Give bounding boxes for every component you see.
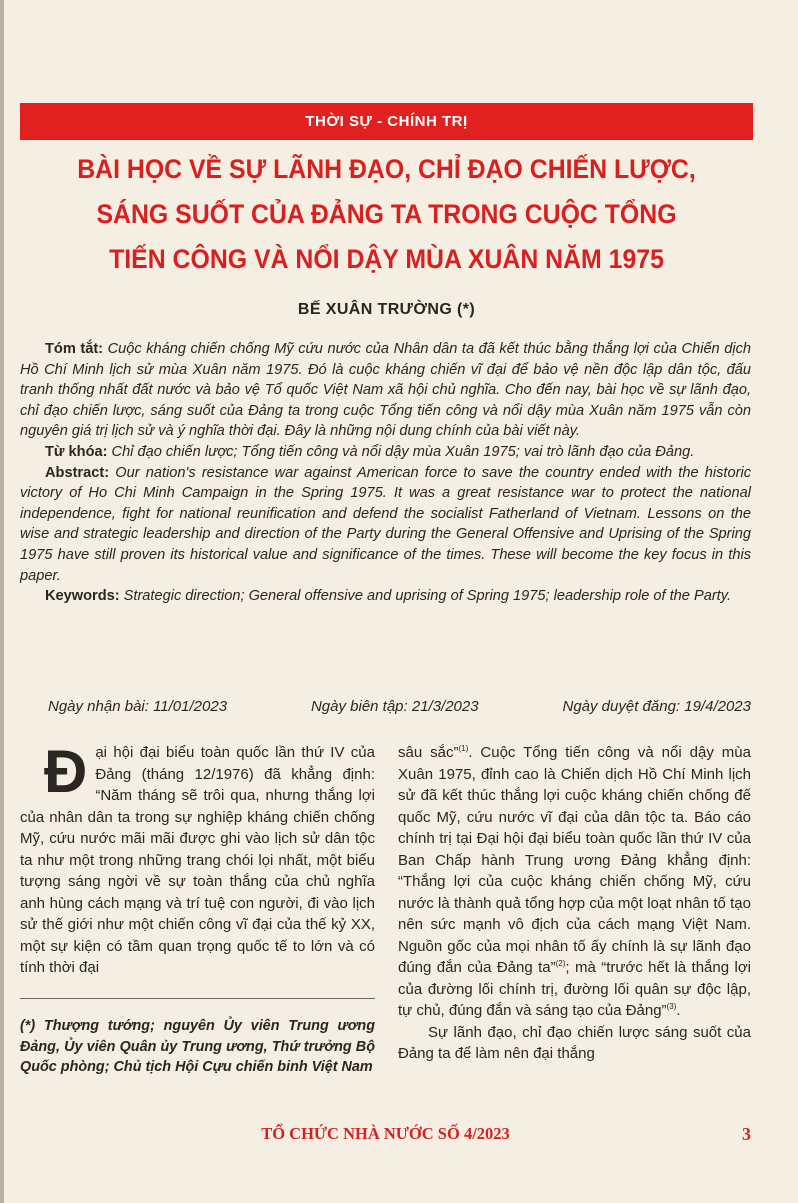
page-footer xyxy=(20,1124,751,1154)
date-edited: Ngày biên tập: 21/3/2023 xyxy=(310,698,479,715)
body-text: . Cuộc Tổng tiến công và nổi dậy mùa Xuân 1975, đỉnh cao là Chiến dịch Hồ Chí Minh lịch sử đã kết thúc thắng lợi cuộc kháng chiến chống đế quốc Mỹ, cứu nước vĩ đại của dân tộc ta. Báo cáo chính trị tại Đại hội đại biểu toàn quốc lần thứ IV của Ban Chấp hành Trung ương Đảng khẳng định: “Thắng lợi của cuộc kháng chiến chống Mỹ, cứu nước là thành quả tổng hợp của một loạt nhân tố tạo nên sức mạnh vô địch của cách mạng Việt Nam. Nguồn gốc của mọi nhân tố ấy chính là sự lãnh đạo đúng đắn của Đảng ta” xyxy=(398,744,751,976)
abstract-text: Our nation's resistance war against American force to save the country ended with the historic victory of Ho Chi Minh Campaign in the Spring 1975. It was a great resistance war to protect the national independence, fight for national reunification and defend the socialist Fatherland of Vietnam. Lessons on the wise and strategic leadership and direction of the Party during the General Offensive and Uprising of the Spring 1975 have still proven its historical value and significance of the times. These will become the key focus in this paper. xyxy=(20,464,751,584)
keywords-en-text: Strategic direction; General offensive and uprising of Spring 1975; leadership role of the Party. xyxy=(119,588,732,605)
summary-label: Tóm tắt: xyxy=(45,341,104,357)
body-text: . xyxy=(676,1002,681,1019)
journal-issue: TỔ CHỨC NHÀ NƯỚC SỐ 4/2023 xyxy=(261,1124,510,1143)
footnote-ref: (1) xyxy=(458,744,469,753)
title-line: TIẾN CÔNG VÀ NỔI DẬY MÙA XUÂN NĂM 1975 xyxy=(109,244,664,274)
body-paragraph xyxy=(20,738,375,979)
section-header xyxy=(20,103,753,140)
title-line: SÁNG SUỐT CỦA ĐẢNG TA TRONG CUỘC TỔNG xyxy=(96,199,677,229)
footnote-ref: (2) xyxy=(555,959,566,968)
title-line: BÀI HỌC VỀ SỰ LÃNH ĐẠO, CHỈ ĐẠO CHIẾN LƯỢC, xyxy=(77,154,696,184)
body-text: Sự lãnh đạo, chỉ đạo chiến lược sáng suốt của Đảng ta để làm nên đại thắng xyxy=(398,1023,751,1062)
abstract-en xyxy=(20,463,751,587)
keywords-vi-text: Chỉ đạo chiến lược; Tổng tiến công và nổi dậy mùa Xuân 1975; vai trò lãnh đạo của Đảng. xyxy=(107,443,695,460)
body-text: sâu sắc” xyxy=(398,744,459,761)
drop-cap: Đ xyxy=(44,738,88,805)
date-approved: Ngày duyệt đăng: 19/4/2023 xyxy=(562,698,751,715)
body-paragraph xyxy=(398,742,751,1022)
author-footnote: (*) Thượng tướng; nguyên Ủy viên Trung ương Đảng, Ủy viên Quân ủy Trung ương, Thứ trưởng Bộ Quốc phòng; Chủ tịch Hội Cựu chiến binh Việt Nam xyxy=(20,1018,375,1075)
section-label: THỜI SỰ - CHÍNH TRỊ xyxy=(305,113,468,130)
body-column-right xyxy=(398,742,751,1065)
footnote-divider xyxy=(20,998,375,999)
page-number: 3 xyxy=(742,1124,751,1144)
article-title xyxy=(49,147,723,282)
keywords-vi-label: Từ khóa: xyxy=(45,443,108,460)
abstract-label: Abstract: xyxy=(45,464,110,481)
keywords-en xyxy=(20,586,751,607)
summary-text: Cuộc kháng chiến chống Mỹ cứu nước của Nhân dân ta đã kết thúc bằng thắng lợi của Chiến dịch Hồ Chí Minh lịch sử mùa Xuân năm 1975. Đó là cuộc kháng chiến vĩ đại để bảo vệ nền độc lập dân tộc, đấu tranh thống nhất đất nước và bảo vệ Tổ quốc Việt Nam xã hội chủ nghĩa. Cho đến nay, bài học về sự lãnh đạo, chỉ đạo chiến lược, sáng suốt của Đảng ta trong cuộc Tổng tiến công và nổi dậy mùa Xuân năm 1975 vẫn còn nguyên giá trị lịch sử và ý nghĩa thời đại. Đây là những nội dung chính của bài viết này. xyxy=(20,341,751,440)
body-column-left xyxy=(20,738,375,979)
author: BẾ XUÂN TRƯỜNG (*) xyxy=(297,301,476,318)
summary-vi xyxy=(20,339,751,442)
body-text: ; mà “trước hết là thắng lợi của đường lối chính trị, đường lối quân sự độc lập, tự chủ, đúng đắn và sáng tạo của Đảng” xyxy=(398,959,751,1019)
body-text: ại hội đại biểu toàn quốc lần thứ IV của Đảng (tháng 12/1976) đã khẳng định: “Năm tháng sẽ trôi qua, nhưng thắng lợi của nhân dân ta trong sự nghiệp kháng chiến chống Mỹ, cứu nước mãi mãi được ghi vào lịch sử dân tộc ta như một trong những trang chói lọi nhất, một biểu tượng sáng ngời về sự toàn thắng của chủ nghĩa anh hùng cách mạng và trí tuệ con người, đi vào lịch sử thế giới như một chiến công vĩ đại của thế kỷ XX, một sự kiện có tầm quan trọng quốc tế to lớn và có tính thời đại xyxy=(20,744,375,976)
body-paragraph xyxy=(398,1022,751,1065)
keywords-en-label: Keywords: xyxy=(45,588,120,605)
keywords-vi xyxy=(20,442,751,463)
article-dates xyxy=(48,698,751,715)
page-edge xyxy=(0,0,4,1203)
date-received: Ngày nhận bài: 11/01/2023 xyxy=(48,698,228,715)
abstract-block xyxy=(20,339,751,607)
footnote-ref: (3) xyxy=(666,1002,677,1011)
